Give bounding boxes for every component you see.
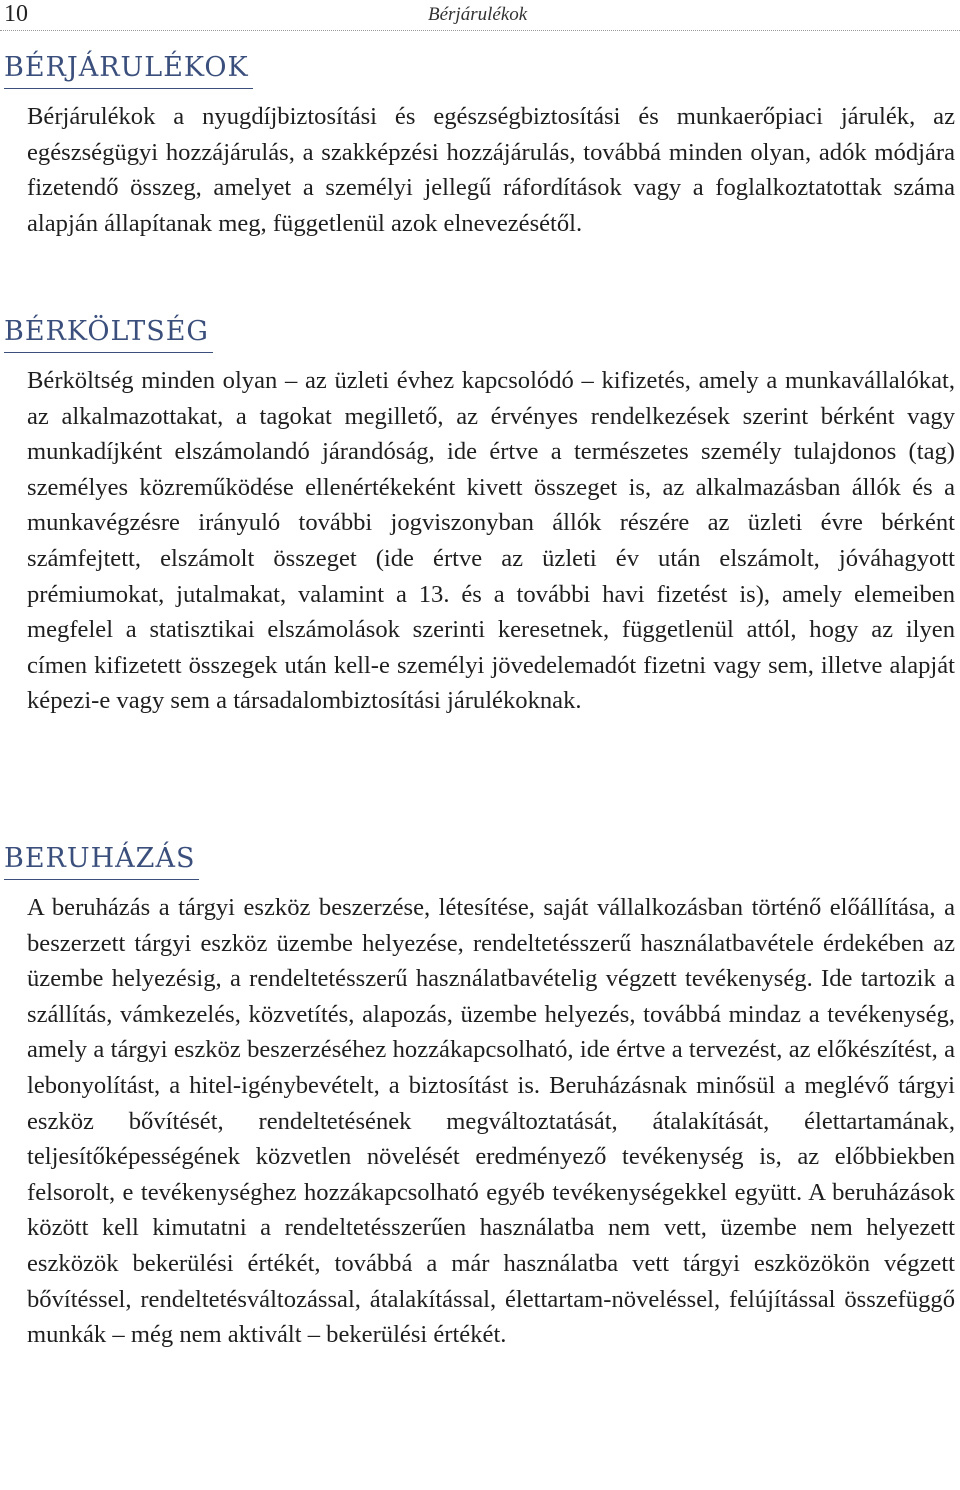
section-heading: BÉRKÖLTSÉG xyxy=(4,316,213,353)
section-berkoltseg xyxy=(0,316,960,719)
section-body: A beruházás a tárgyi eszköz beszerzése, létesítése, saját vállalkozásban történő előállítása, a beszerzett tárgyi eszköz üzembe helyezése, rendeltetésszerű használatbavétele érdekében az üzembe helyezésig, a rendeltetésszerű használatbavételig végzett tevékenység. Ide tartozik a szállítás, vámkezelés, közvetítés, alapozás, üzembe helyezés, továbbá mindaz a tevékenység, amely a tárgyi eszköz beszerzéséhez hozzákapcsolható, ide értve a tervezést, az előkészítést, a lebonyolítást, a hitel-igénybevételt, a biztosítást is. Beruházásnak minősül a meglévő tárgyi eszköz bővítését, rendeltetésének megváltoztatását, átalakítását, élettartamának, teljesítőképességének közvetlen növelését eredményező tevékenység is, az előbbiekben felsorolt, e tevékenységhez hozzákapcsolható egyéb tevékenységekkel együtt. A beruházások között kell kimutatni a rendeltetésszerűen használatba nem vett, üzembe nem helyezett eszközök bekerülési értékét, továbbá a már használatba vett tárgyi eszközökön végzett bővítéssel, rendeltetésváltozással, átalakítással, élettartam-növeléssel, felújítással összefüggő munkák – még nem aktivált – bekerülési értékét. xyxy=(27,894,955,1349)
running-header xyxy=(0,0,960,31)
section-heading: BÉRJÁRULÉKOK xyxy=(4,52,253,89)
running-title: Bérjárulékok xyxy=(428,4,528,25)
page-number: 10 xyxy=(4,1,28,27)
section-beruhazas xyxy=(0,843,960,1353)
section-body: Bérköltség minden olyan – az üzleti évhez kapcsolódó – kifizetés, amely a munkavállalókat, az alkalmazottakat, a tagokat megillető, az érvényes rendelkezések szerint bérként vagy munkadíjként elszámolandó járandóság, ide értve a természetes személy tulajdonos (tag) személyes közreműködése ellenértékeként kivett összeget is, az alkalmazásban állók és a munkavégzésre irányuló további jogviszonyban állók részére az üzleti évre bérként számfejtett, elszámolt összeget (ide értve az üzleti év után elszámolt, jóváhagyott prémiumokat, jutalmakat, valamint a 13. és a további havi fizetést is), amely elemeiben megfelel a statisztikai elszámolások szerinti keresetnek, függetlenül attól, hogy az ilyen címen kifizetett összegek után kell-e személyi jövedelemadót fizetni vagy sem, illetve alapját képezi-e vagy sem a társadalombiztosítási járulékoknak. xyxy=(27,367,955,715)
section-body: Bérjárulékok a nyugdíjbiztosítási és egészségbiztosítási és munkaerőpiaci járulék, az egészségügyi hozzájárulás, a szakképzési hozzájárulás, továbbá minden olyan, adók módjára fizetendő összeg, amelyet a személyi jellegű ráfordítások vagy a foglalkoztatottak száma alapján állapítanak meg, függetlenül azok elnevezésétől. xyxy=(27,103,955,237)
section-heading: BERUHÁZÁS xyxy=(4,843,199,880)
section-berjarulekok xyxy=(0,52,960,241)
